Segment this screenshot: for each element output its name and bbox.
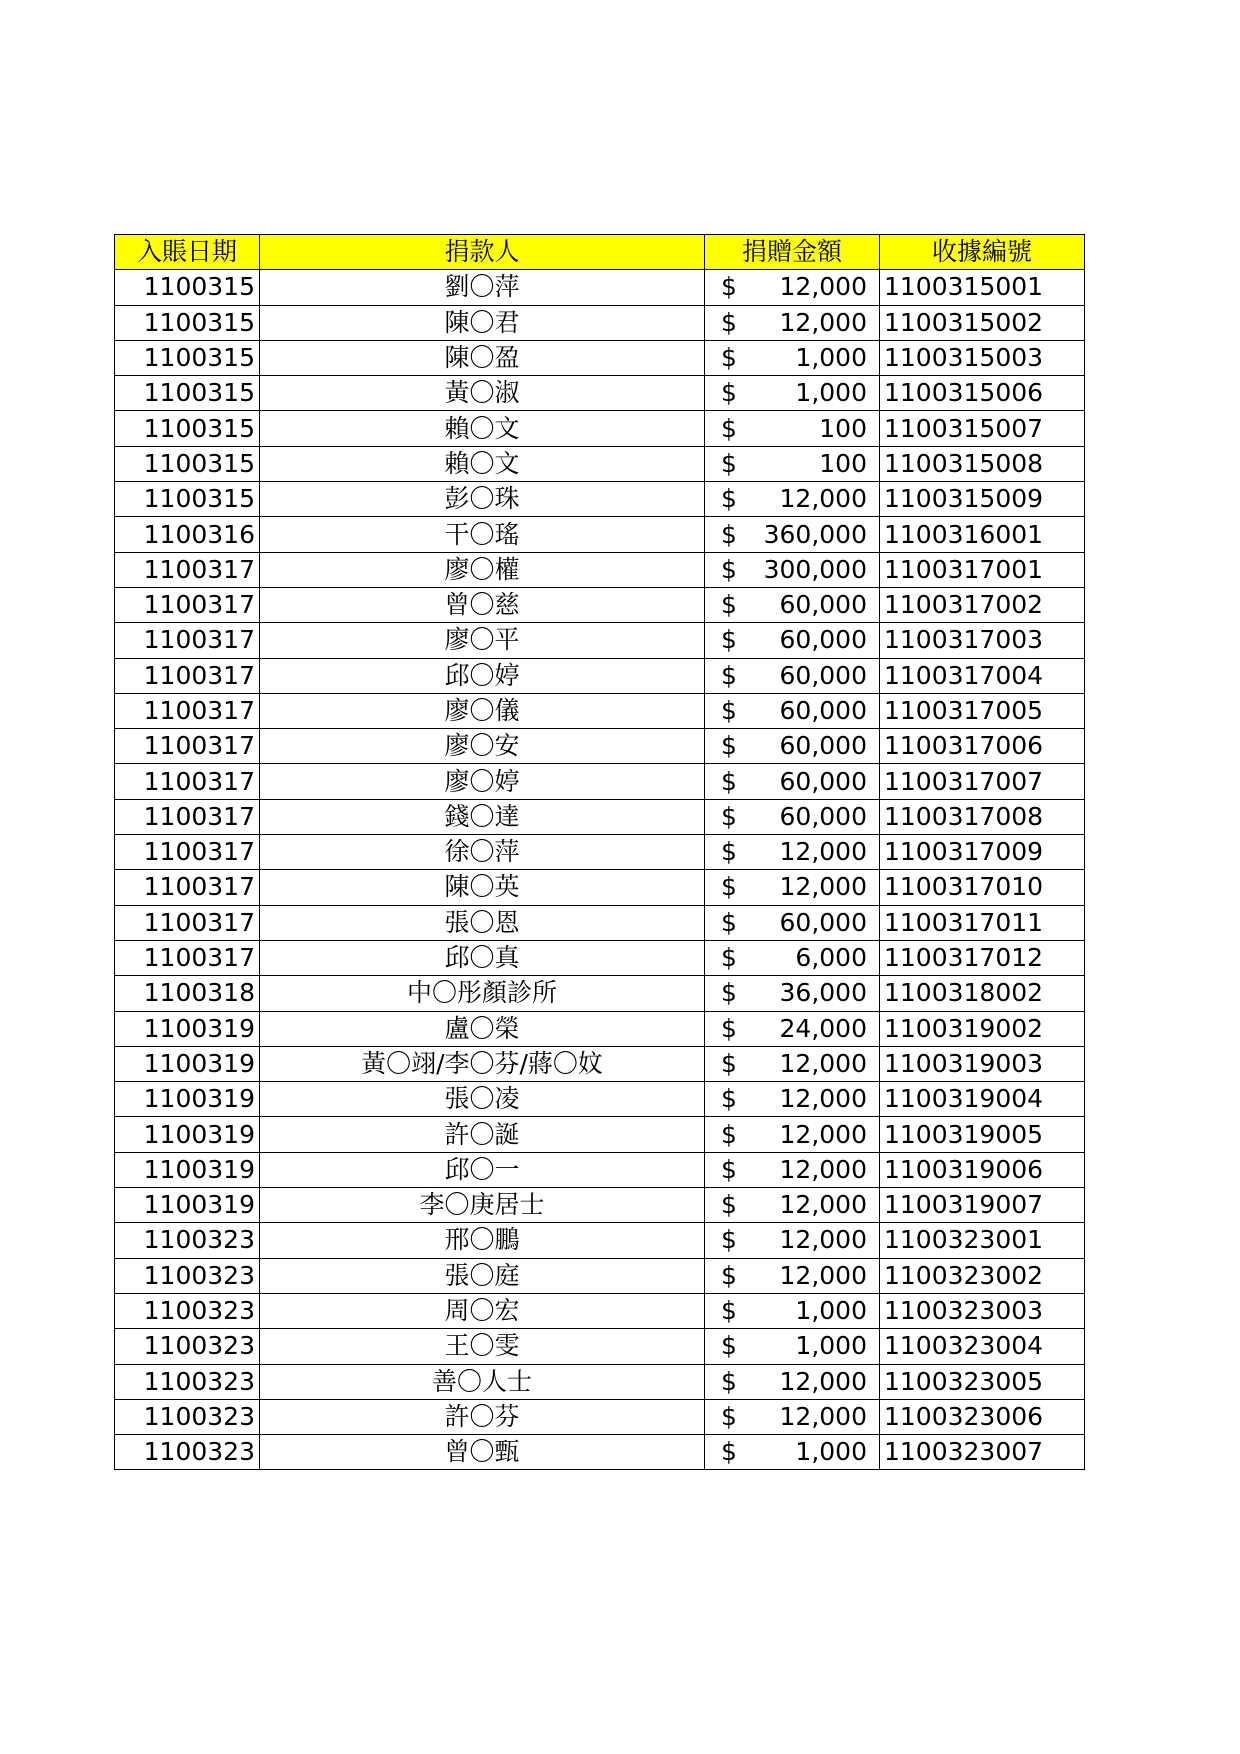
cell-donor: 張〇庭 [260,1258,705,1293]
table-row [115,517,1085,552]
amount-wrapper [705,976,879,1010]
cell-donor: 周〇宏 [260,1293,705,1328]
currency-symbol: $ [721,448,737,478]
amount-value: 12,000 [779,1154,867,1184]
amount-value: 12,000 [779,1190,867,1220]
amount-value: 100 [819,448,867,478]
cell-receipt: 1100317005 [880,693,1085,728]
cell-amount [705,799,880,834]
cell-receipt: 1100317001 [880,552,1085,587]
cell-receipt: 1100317007 [880,764,1085,799]
amount-wrapper [705,1294,879,1328]
cell-amount [705,835,880,870]
cell-donor: 陳〇英 [260,870,705,905]
cell-donor: 盧〇榮 [260,1011,705,1046]
table-row [115,729,1085,764]
cell-amount [705,1223,880,1258]
amount-value: 12,000 [779,1366,867,1396]
amount-value: 100 [819,413,867,443]
currency-symbol: $ [721,1260,737,1290]
amount-wrapper [705,1047,879,1081]
amount-value: 12,000 [779,1119,867,1149]
cell-receipt: 1100318002 [880,976,1085,1011]
cell-amount [705,623,880,658]
cell-date: 1100315 [115,411,260,446]
cell-receipt: 1100315008 [880,446,1085,481]
header-amount: 捐贈金額 [705,235,880,270]
currency-symbol: $ [721,872,737,902]
table-row [115,482,1085,517]
cell-date: 1100319 [115,1046,260,1081]
amount-value: 1,000 [795,343,867,373]
cell-amount [705,1293,880,1328]
cell-donor: 徐〇萍 [260,835,705,870]
table-row [115,623,1085,658]
amount-value: 24,000 [779,1013,867,1043]
header-donor: 捐款人 [260,235,705,270]
amount-value: 60,000 [779,766,867,796]
amount-value: 1,000 [795,1296,867,1326]
amount-wrapper [705,1153,879,1187]
amount-wrapper [705,765,879,799]
amount-wrapper [705,1012,879,1046]
amount-wrapper [705,1259,879,1293]
cell-date: 1100317 [115,799,260,834]
cell-date: 1100323 [115,1435,260,1470]
amount-value: 12,000 [779,272,867,302]
cell-donor: 劉〇萍 [260,270,705,305]
cell-date: 1100323 [115,1258,260,1293]
amount-value: 12,000 [779,837,867,867]
cell-amount [705,446,880,481]
currency-symbol: $ [721,1048,737,1078]
cell-date: 1100319 [115,1082,260,1117]
amount-wrapper [705,1365,879,1399]
cell-date: 1100317 [115,658,260,693]
cell-donor: 賴〇文 [260,446,705,481]
currency-symbol: $ [721,1225,737,1255]
cell-date: 1100315 [115,305,260,340]
cell-amount [705,1435,880,1470]
cell-receipt: 1100323006 [880,1399,1085,1434]
header-receipt: 收據編號 [880,235,1085,270]
currency-symbol: $ [721,1401,737,1431]
currency-symbol: $ [721,660,737,690]
table-row [115,587,1085,622]
cell-receipt: 1100317011 [880,905,1085,940]
currency-symbol: $ [721,590,737,620]
currency-symbol: $ [721,554,737,584]
cell-donor: 邱〇真 [260,940,705,975]
table-row [115,870,1085,905]
cell-receipt: 1100323002 [880,1258,1085,1293]
table-row [115,1399,1085,1434]
cell-date: 1100317 [115,940,260,975]
cell-donor: 黃〇翊/李〇芬/蔣〇妏 [260,1046,705,1081]
amount-wrapper [705,1082,879,1116]
cell-amount [705,729,880,764]
currency-symbol: $ [721,1366,737,1396]
cell-donor: 黃〇淑 [260,376,705,411]
currency-symbol: $ [721,696,737,725]
currency-symbol: $ [721,1154,737,1184]
cell-donor: 張〇恩 [260,905,705,940]
cell-donor: 曾〇慈 [260,587,705,622]
currency-symbol: $ [721,1296,737,1326]
cell-date: 1100323 [115,1399,260,1434]
cell-donor: 錢〇達 [260,799,705,834]
cell-date: 1100323 [115,1364,260,1399]
currency-symbol: $ [721,1013,737,1043]
cell-amount [705,552,880,587]
cell-date: 1100318 [115,976,260,1011]
cell-receipt: 1100315001 [880,270,1085,305]
amount-wrapper [705,588,879,622]
amount-value: 1,000 [795,378,867,408]
amount-wrapper [705,906,879,940]
cell-date: 1100315 [115,270,260,305]
cell-amount [705,1011,880,1046]
amount-wrapper [705,1188,879,1222]
table-row [115,340,1085,375]
amount-wrapper [705,376,879,410]
cell-date: 1100317 [115,623,260,658]
currency-symbol: $ [721,378,737,408]
cell-date: 1100319 [115,1152,260,1187]
currency-symbol: $ [721,943,737,973]
amount-value: 1,000 [795,1437,867,1467]
cell-receipt: 1100317002 [880,587,1085,622]
amount-wrapper [705,1400,879,1434]
cell-amount [705,764,880,799]
cell-receipt: 1100317004 [880,658,1085,693]
amount-value: 36,000 [779,978,867,1008]
cell-receipt: 1100317003 [880,623,1085,658]
currency-symbol: $ [721,519,737,549]
amount-wrapper [705,270,879,304]
cell-receipt: 1100319004 [880,1082,1085,1117]
table-row [115,799,1085,834]
cell-donor: 彭〇珠 [260,482,705,517]
cell-donor: 李〇庚居士 [260,1188,705,1223]
currency-symbol: $ [721,731,737,761]
cell-date: 1100317 [115,587,260,622]
cell-donor: 邱〇一 [260,1152,705,1187]
cell-donor: 邢〇鵬 [260,1223,705,1258]
cell-receipt: 1100315006 [880,376,1085,411]
table-body [115,270,1085,1470]
amount-wrapper [705,729,879,763]
donation-table [114,234,1085,1470]
table-row [115,270,1085,305]
cell-amount [705,658,880,693]
currency-symbol: $ [721,272,737,302]
cell-date: 1100319 [115,1117,260,1152]
amount-value: 12,000 [779,1048,867,1078]
amount-wrapper [705,518,879,552]
cell-receipt: 1100317006 [880,729,1085,764]
cell-receipt: 1100323007 [880,1435,1085,1470]
cell-receipt: 1100315009 [880,482,1085,517]
amount-value: 60,000 [779,731,867,761]
cell-donor: 張〇凌 [260,1082,705,1117]
cell-receipt: 1100317008 [880,799,1085,834]
cell-amount [705,1399,880,1434]
amount-wrapper [705,1223,879,1257]
amount-wrapper [705,1435,879,1469]
cell-amount [705,870,880,905]
amount-value: 12,000 [779,1225,867,1255]
cell-amount [705,517,880,552]
cell-amount [705,587,880,622]
cell-amount [705,940,880,975]
cell-date: 1100317 [115,835,260,870]
amount-value: 12,000 [779,484,867,514]
amount-wrapper [705,870,879,904]
cell-receipt: 1100317009 [880,835,1085,870]
amount-wrapper [705,553,879,587]
table-row [115,658,1085,693]
amount-value: 60,000 [779,696,867,725]
cell-donor: 賴〇文 [260,411,705,446]
cell-receipt: 1100319007 [880,1188,1085,1223]
cell-date: 1100317 [115,764,260,799]
currency-symbol: $ [721,766,737,796]
amount-value: 60,000 [779,801,867,831]
cell-donor: 王〇雯 [260,1329,705,1364]
cell-date: 1100317 [115,905,260,940]
amount-value: 12,000 [779,1401,867,1431]
cell-donor: 廖〇儀 [260,693,705,728]
cell-receipt: 1100319005 [880,1117,1085,1152]
currency-symbol: $ [721,1119,737,1149]
table-row [115,1188,1085,1223]
cell-date: 1100317 [115,870,260,905]
cell-donor: 曾〇甄 [260,1435,705,1470]
cell-receipt: 1100315002 [880,305,1085,340]
table-row [115,1435,1085,1470]
cell-amount [705,1152,880,1187]
table-row [115,552,1085,587]
currency-symbol: $ [721,1084,737,1114]
cell-amount [705,976,880,1011]
cell-date: 1100317 [115,693,260,728]
cell-date: 1100319 [115,1188,260,1223]
cell-donor: 許〇芬 [260,1399,705,1434]
amount-value: 360,000 [763,519,867,549]
amount-wrapper [705,1118,879,1152]
donation-sheet [114,234,1084,1470]
cell-receipt: 1100319006 [880,1152,1085,1187]
header-date: 入賬日期 [115,235,260,270]
cell-donor: 中〇彤顏診所 [260,976,705,1011]
cell-date: 1100315 [115,340,260,375]
amount-wrapper [705,447,879,481]
header-row [115,235,1085,270]
amount-value: 12,000 [779,872,867,902]
cell-amount [705,1188,880,1223]
currency-symbol: $ [721,801,737,831]
currency-symbol: $ [721,484,737,514]
table-row [115,764,1085,799]
cell-receipt: 1100317010 [880,870,1085,905]
cell-receipt: 1100315007 [880,411,1085,446]
table-row [115,1329,1085,1364]
table-header [115,235,1085,270]
table-row [115,1082,1085,1117]
table-row [115,905,1085,940]
cell-amount [705,1082,880,1117]
cell-amount [705,1117,880,1152]
currency-symbol: $ [721,625,737,655]
cell-amount [705,1364,880,1399]
table-row [115,1152,1085,1187]
table-row [115,1364,1085,1399]
table-row [115,1117,1085,1152]
amount-wrapper [705,941,879,975]
cell-donor: 許〇誕 [260,1117,705,1152]
cell-donor: 陳〇君 [260,305,705,340]
table-row [115,976,1085,1011]
amount-value: 12,000 [779,307,867,337]
cell-donor: 善〇人士 [260,1364,705,1399]
cell-receipt: 1100317012 [880,940,1085,975]
cell-receipt: 1100323005 [880,1364,1085,1399]
currency-symbol: $ [721,837,737,867]
cell-receipt: 1100323004 [880,1329,1085,1364]
cell-receipt: 1100319003 [880,1046,1085,1081]
table-row [115,940,1085,975]
amount-value: 60,000 [779,907,867,937]
cell-date: 1100315 [115,446,260,481]
table-row [115,835,1085,870]
cell-date: 1100316 [115,517,260,552]
cell-amount [705,482,880,517]
amount-value: 60,000 [779,660,867,690]
cell-date: 1100323 [115,1329,260,1364]
cell-date: 1100319 [115,1011,260,1046]
currency-symbol: $ [721,307,737,337]
amount-wrapper [705,659,879,693]
cell-amount [705,1258,880,1293]
cell-amount [705,693,880,728]
cell-amount [705,1329,880,1364]
cell-donor: 廖〇婷 [260,764,705,799]
amount-value: 300,000 [763,554,867,584]
currency-symbol: $ [721,1437,737,1467]
cell-amount [705,905,880,940]
amount-wrapper [705,694,879,728]
cell-donor: 廖〇權 [260,552,705,587]
cell-donor: 廖〇安 [260,729,705,764]
amount-wrapper [705,412,879,446]
cell-receipt: 1100323001 [880,1223,1085,1258]
cell-date: 1100315 [115,482,260,517]
table-row [115,1011,1085,1046]
currency-symbol: $ [721,907,737,937]
cell-receipt: 1100319002 [880,1011,1085,1046]
cell-amount [705,270,880,305]
currency-symbol: $ [721,1331,737,1361]
cell-amount [705,305,880,340]
cell-date: 1100315 [115,376,260,411]
amount-value: 12,000 [779,1260,867,1290]
table-row [115,376,1085,411]
cell-receipt: 1100315003 [880,340,1085,375]
cell-donor: 邱〇婷 [260,658,705,693]
amount-wrapper [705,482,879,516]
currency-symbol: $ [721,343,737,373]
amount-wrapper [705,341,879,375]
amount-wrapper [705,800,879,834]
amount-value: 12,000 [779,1084,867,1114]
amount-wrapper [705,1329,879,1363]
currency-symbol: $ [721,978,737,1008]
cell-date: 1100317 [115,552,260,587]
cell-donor: 陳〇盈 [260,340,705,375]
table-row [115,1046,1085,1081]
cell-receipt: 1100316001 [880,517,1085,552]
cell-amount [705,1046,880,1081]
cell-amount [705,376,880,411]
amount-value: 6,000 [795,943,867,973]
cell-date: 1100317 [115,729,260,764]
amount-value: 60,000 [779,590,867,620]
cell-donor: 廖〇平 [260,623,705,658]
table-row [115,1258,1085,1293]
table-row [115,693,1085,728]
cell-date: 1100323 [115,1293,260,1328]
amount-wrapper [705,835,879,869]
cell-date: 1100323 [115,1223,260,1258]
cell-amount [705,340,880,375]
amount-value: 1,000 [795,1331,867,1361]
table-row [115,1223,1085,1258]
table-row [115,446,1085,481]
cell-donor: 干〇瑤 [260,517,705,552]
amount-wrapper [705,623,879,657]
table-row [115,1293,1085,1328]
table-row [115,305,1085,340]
table-row [115,411,1085,446]
amount-wrapper [705,306,879,340]
currency-symbol: $ [721,1190,737,1220]
amount-value: 60,000 [779,625,867,655]
cell-receipt: 1100323003 [880,1293,1085,1328]
currency-symbol: $ [721,413,737,443]
cell-amount [705,411,880,446]
